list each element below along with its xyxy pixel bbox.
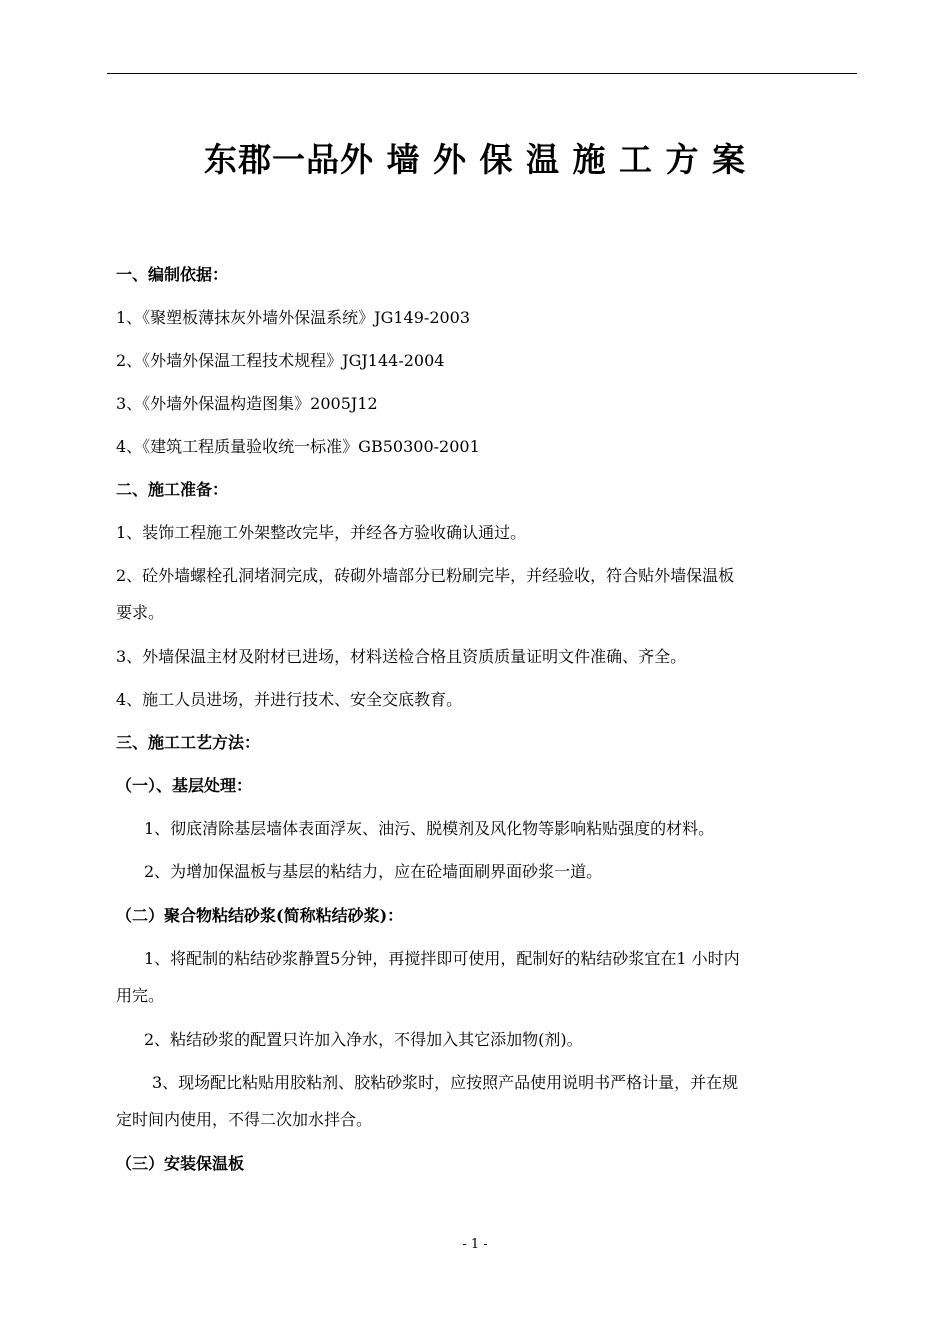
- preparation-item-4: 4、施工人员进场，并进行技术、安全交底教育。: [116, 690, 463, 709]
- preparation-item-1: 1、装饰工程施工外架整改完毕，并经各方验收确认通过。: [116, 523, 527, 542]
- section-heading-basis: 一、编制依据：: [116, 265, 229, 284]
- header-rule: [107, 73, 857, 74]
- mortar-item-3-cont: 定时间内使用，不得二次加水拌合。: [116, 1110, 373, 1129]
- subsection-heading-base: （一）、基层处理：: [116, 776, 253, 795]
- mortar-item-1: 1、将配制的粘结砂浆静置5分钟，再搅拌即可使用，配制好的粘结砂浆宜在1 小时内: [144, 949, 740, 968]
- section-heading-preparation: 二、施工准备：: [116, 480, 229, 499]
- subsection-heading-mortar: （二）聚合物粘结砂浆(简称粘结砂浆)：: [116, 906, 404, 925]
- base-item-2: 2、为增加保温板与基层的粘结力，应在砼墙面刷界面砂浆一道。: [144, 862, 603, 881]
- mortar-item-2: 2、粘结砂浆的配置只许加入净水，不得加入其它添加物(剂)。: [144, 1030, 583, 1049]
- basis-item-1: 1、《聚塑板薄抹灰外墙外保温系统》JG149-2003: [116, 308, 471, 327]
- section-heading-method: 三、施工工艺方法：: [116, 733, 261, 752]
- preparation-item-3: 3、外墙保温主材及附材已进场，材料送检合格且资质质量证明文件准确、齐全。: [116, 647, 687, 666]
- basis-item-3: 3、《外墙外保温构造图集》2005J12: [116, 394, 378, 413]
- page-number: - 1 -: [462, 1237, 488, 1252]
- document-title: 东郡一品外 墙 外 保 温 施 工 方 案: [204, 140, 746, 179]
- basis-item-4: 4、《建筑工程质量验收统一标准》GB50300-2001: [116, 437, 480, 456]
- mortar-item-3: 3、现场配比粘贴用胶粘剂、胶粘砂浆时，应按照产品使用说明书严格计量，并在规: [152, 1073, 739, 1092]
- preparation-item-2: 2、砼外墙螺栓孔洞堵洞完成，砖砌外墙部分已粉刷完毕，并经验收，符合贴外墙保温板: [116, 566, 735, 585]
- mortar-item-1-cont: 用完。: [116, 986, 165, 1005]
- subsection-heading-install: （三）安装保温板: [116, 1154, 245, 1173]
- basis-item-2: 2、《外墙外保温工程技术规程》JGJ144-2004: [116, 351, 445, 370]
- preparation-item-2-cont: 要求。: [116, 603, 165, 622]
- base-item-1: 1、彻底清除基层墙体表面浮灰、油污、脱模剂及风化物等影响粘贴强度的材料。: [144, 819, 715, 838]
